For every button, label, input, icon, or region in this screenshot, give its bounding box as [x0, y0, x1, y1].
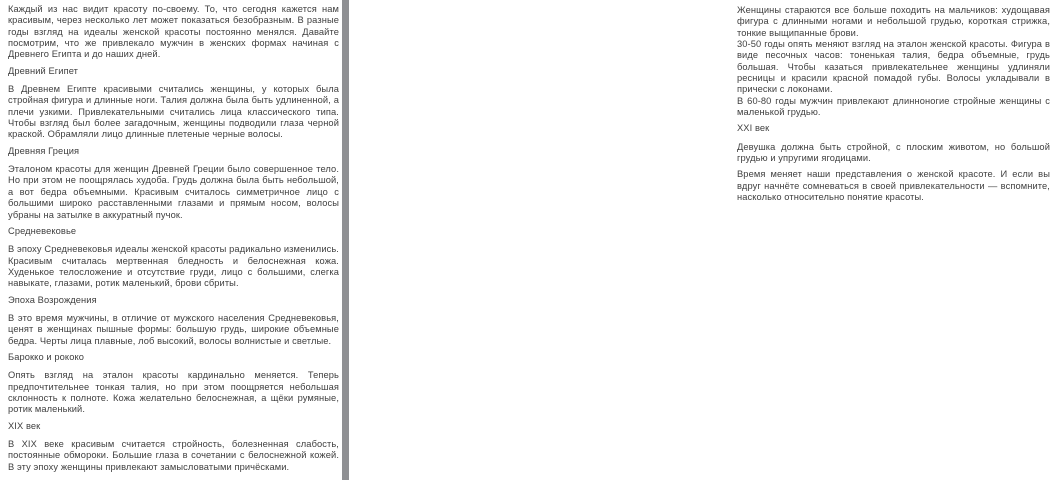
paragraph-20th-century: Женщины стараются все больше походить на мальчиков: худощавая фигура с длинными ногами и небольшой грудью, короткая стрижка, тонкие выщипанные брови. 30-50 годы опять меняют взгляд на эталон женской красоты. Фигура в виде песочных часов: тоненькая талия, бедра объемные, грудь большая. Чтобы казаться привлекательнее женщины удлиняли ресницы и красили красной помадой губы. Волосы укладывали в прически с локонами. В 60-80 годы мужчин привлекают длинноногие стройные женщины с маленькой грудью.: [737, 5, 1050, 118]
paragraph-ancient-greece: Эталоном красоты для женщин Древней Греции было совершенное тело. Но при этом не поощрялась худоба. Грудь должна была быть небольшой, а вот бедра объемными. Красивым считалось симметричное лицо с большими широко расставленными глазами и прямым носом, волосы убраны на затылке в аккуратный пучок.: [8, 164, 339, 220]
heading-21st-century: XXI век: [737, 123, 770, 134]
closing-paragraph: Время меняет наши представления о женской красоте. И если вы вдруг начнёте сомневаться в своей привлекательности — вспомните, насколько относительно понятие красоты.: [737, 169, 1050, 203]
paragraph-baroque-rococo: Опять взгляд на эталон красоты кардинально меняется. Теперь предпочтительнее тонкая талия, но при этом поощряется небольшая склонность к полноте. Кожа желательно белоснежная, а щёки румяные, ротик маленький.: [8, 370, 339, 415]
heading-middle-ages: Средневековье: [8, 225, 77, 236]
heading-ancient-egypt: Древний Египет: [8, 65, 79, 76]
intro-paragraph: Каждый из нас видит красоту по-своему. То, что сегодня кажется нам красивым, через несколько лет может показаться безобразным. В разные годы взгляд на идеалы женской красоты постоянно менялся. Давайте посмотрим, что же привлекало мужчин в женских формах начиная с Древнего Египта и до наших дней.: [8, 4, 339, 60]
left-text-column: [8, 4, 339, 478]
heading-renaissance: Эпоха Возрождения: [8, 294, 97, 305]
paragraph-ancient-egypt: В Древнем Египте красивыми считались женщины, у которых была стройная фигура и длинные ноги. Талия должна была быть удлиненной, а плечи узкими. Привлекательными считались лица классического типа. Чтобы взгляд был более загадочным, женщины подводили глаза черной краской. Обрамляли лицо длинные плетеные черные волосы.: [8, 84, 339, 140]
paragraph-19th-century: В XIX веке красивым считается стройность, болезненная слабость, постоянные обмороки. Большие глаза в сочетании с белоснежной кожей. В эту эпоху женщины привлекают замысловатыми причёсками.: [8, 439, 339, 472]
page-right: [349, 0, 1050, 480]
heading-baroque-rococo: Барокко и рококо: [8, 351, 85, 362]
paragraph-middle-ages: В эпоху Средневековья идеалы женской красоты радикально изменились. Красивым считалась мертвенная бледность и белоснежная кожа. Худенькое телосложение и отсутствие груди, лицо с большими, слегка навыкате, глазами, ротик маленький, брови сбриты.: [8, 244, 339, 289]
page-divider: [342, 0, 349, 480]
right-text-column: [737, 5, 1050, 209]
page-left: [0, 0, 342, 480]
paragraph-21st-century: Девушка должна быть стройной, с плоским животом, но большой грудью и упругими ягодицами.: [737, 141, 1050, 164]
paragraph-renaissance: В это время мужчины, в отличие от мужского населения Средневековья, ценят в женщинах пышные формы: большую грудь, широкие объемные бедра. Черты лица плавные, лоб высокий, волосы волнистые и светлые.: [8, 312, 339, 346]
heading-ancient-greece: Древняя Греция: [8, 145, 80, 156]
heading-19th-century: XIX век: [8, 420, 41, 431]
